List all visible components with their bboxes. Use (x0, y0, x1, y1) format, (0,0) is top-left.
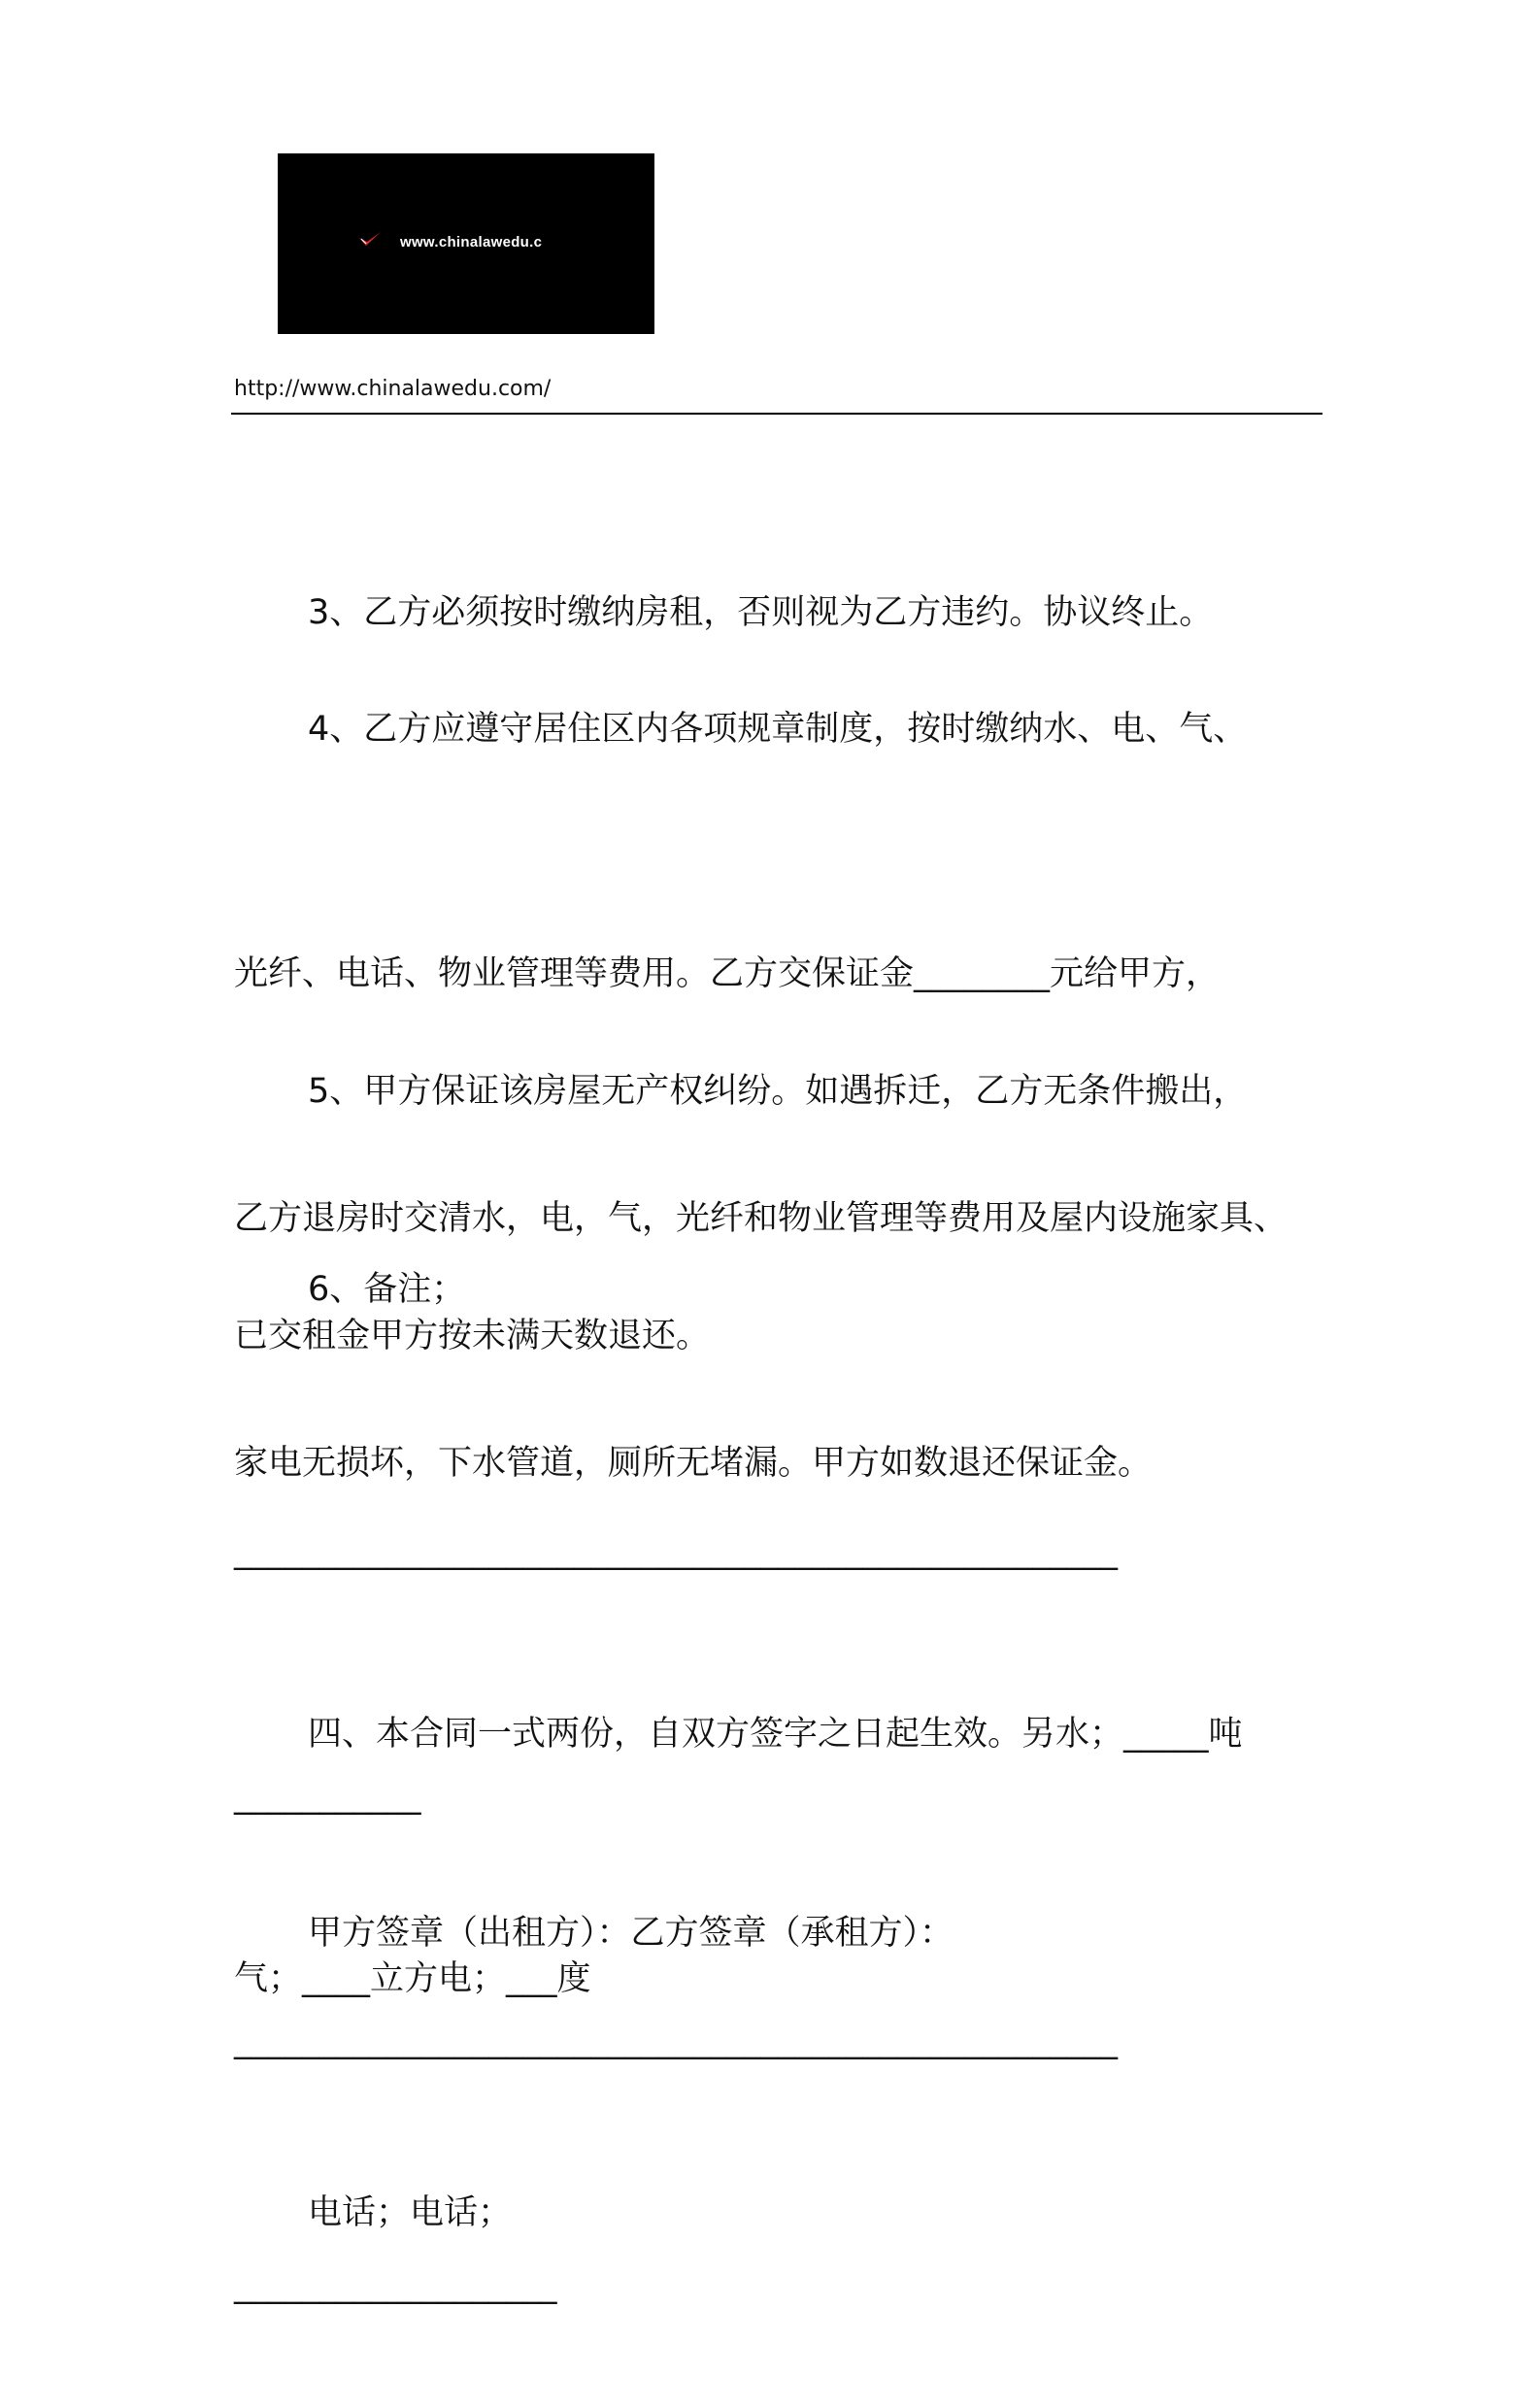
clause-5-line-1: 5、甲方保证该房屋无产权纠纷。如遇拆迁，乙方无条件搬出， (308, 1072, 1248, 1111)
clause-4-line-2: 光纤、电话、物业管理等费用。乙方交保证金________元给甲方， (234, 954, 1221, 993)
clause-4-line-3: 乙方退房时交清水，电，气，光纤和物业管理等费用及屋内设施家具、 (234, 1199, 1289, 1238)
remarks-blank-line-2: ___________ (234, 1777, 421, 1816)
signature-block (234, 1729, 1326, 2335)
phone-line: 电话；电话； (308, 2193, 513, 2232)
clause-6-title: 6、备注； (308, 1270, 466, 1309)
remarks-blank-line-3: ____________________________________________________ (234, 2022, 1118, 2060)
section-4-line-2: 气；____立方电；___度 (234, 1959, 591, 1998)
remarks-blank-line-1: ____________________________________________________ (234, 1532, 1118, 1571)
clause-3-text: 3、乙方必须按时缴纳房租，否则视为乙方违约。协议终止。 (308, 593, 1214, 632)
clause-4-line-4: 家电无损坏，下水管道，厕所无堵漏。甲方如数退还保证金。 (234, 1444, 1153, 1483)
remarks-blank-line-4: ___________________ (234, 2266, 557, 2305)
clause-4-line-1: 4、乙方应遵守居住区内各项规章制度，按时缴纳水、电、气、 (308, 710, 1248, 749)
logo-text: www.chinalawedu.c (400, 234, 543, 251)
header-url: http://www.chinalawedu.com/ (234, 377, 552, 401)
section-4-line-1: 四、本合同一式两份，自双方签字之日起生效。另水；_____吨 (308, 1715, 1243, 1754)
header-logo-banner (278, 153, 654, 334)
clause-5-line-2: 已交租金甲方按未满天数退还。 (234, 1317, 711, 1355)
checkmark-logo-icon (358, 231, 382, 249)
signature-line: 甲方签章（出租方）：乙方签章（承租方）： (308, 1914, 954, 1953)
